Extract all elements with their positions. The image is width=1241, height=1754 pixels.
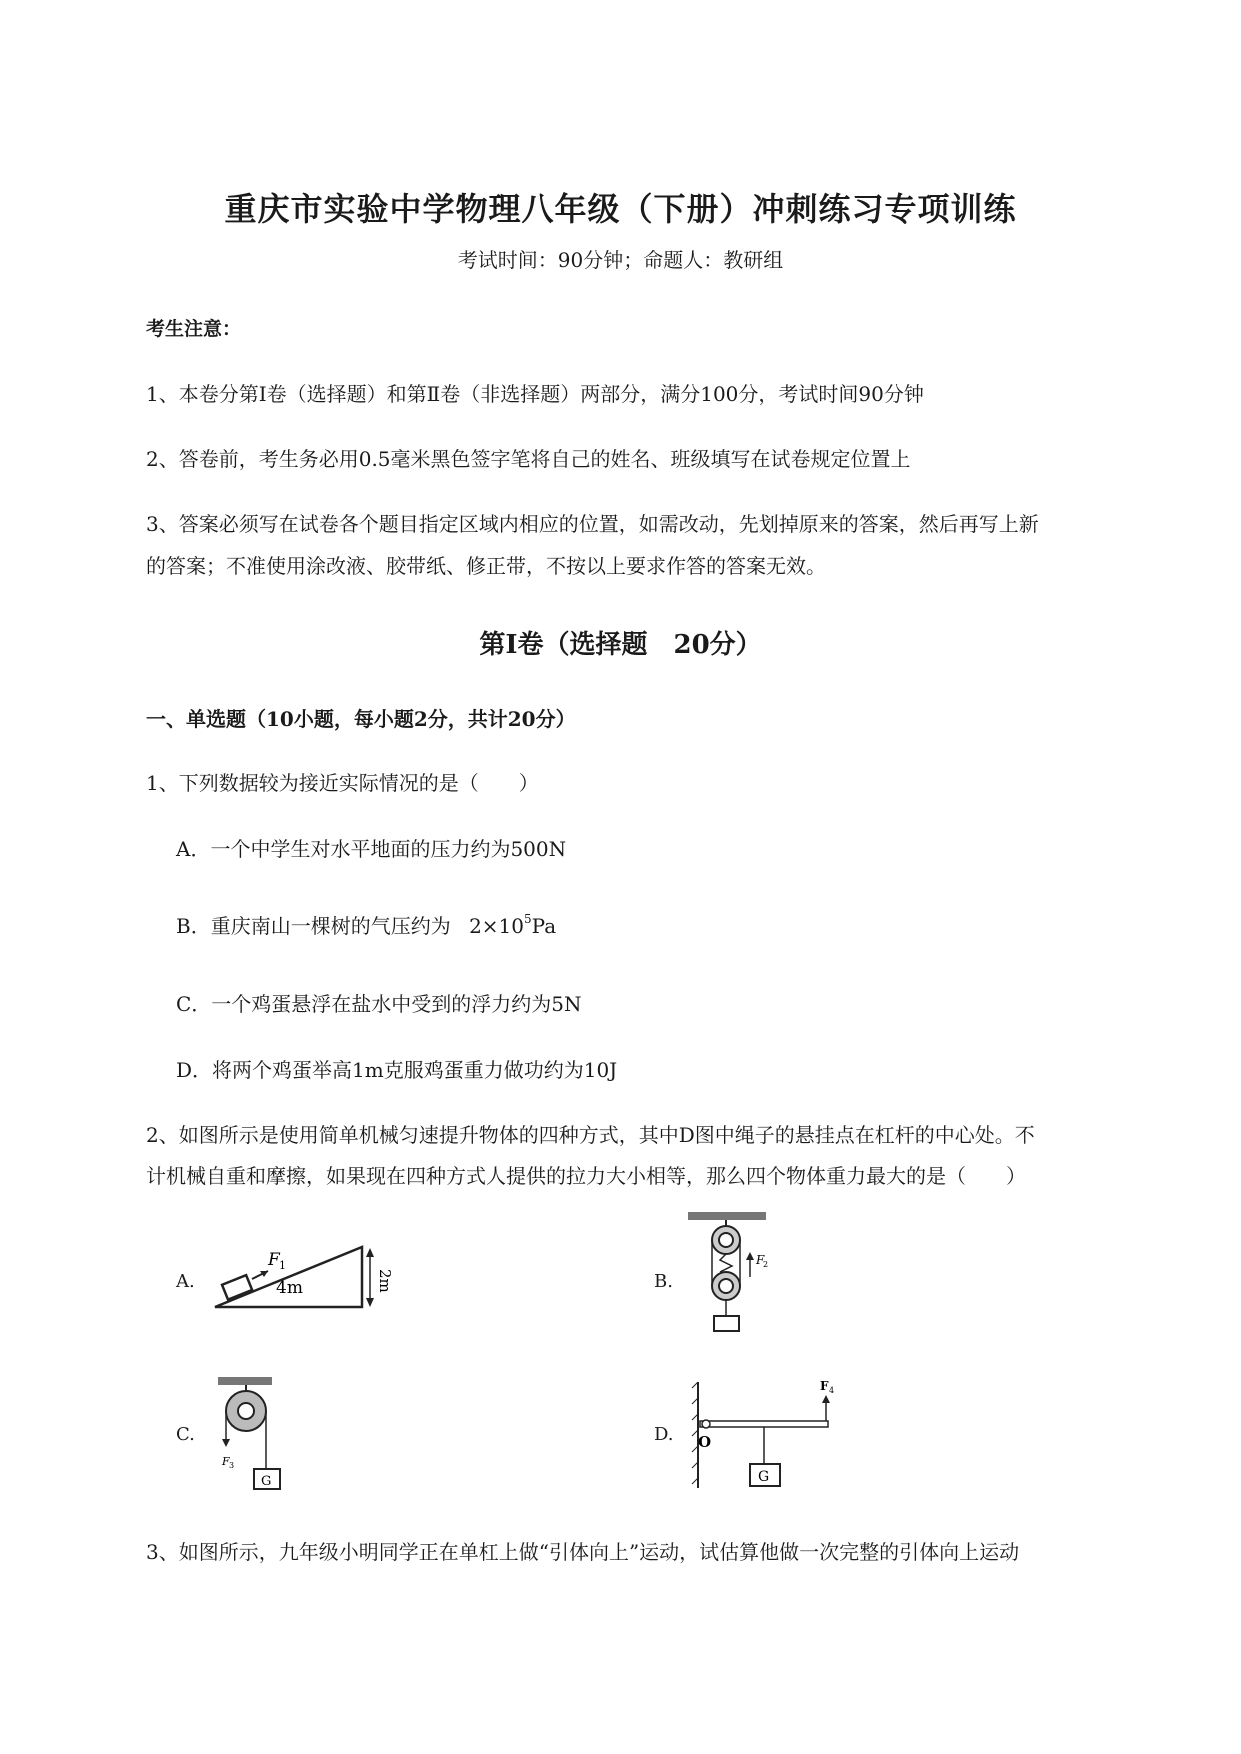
q1-option-b-formula: [469, 914, 556, 938]
figure-c-force: F: [222, 1455, 230, 1468]
q1-option-b-text: B．重庆南山一棵树的气压约为: [176, 914, 451, 938]
q3-stem-line1: 3、如图所示，九年级小明同学正在单杠上做“引体向上”运动，试估算他做一次完整的引体向上运动: [146, 1540, 1020, 1564]
section-title: 第Ⅰ卷（选择题 20分）: [479, 630, 762, 660]
page-title: 重庆市实验中学物理八年级（下册）冲刺练习专项训练: [224, 190, 1017, 228]
figure-d-force-sub: 4: [829, 1386, 835, 1395]
exam-info: 考试时间：90分钟；命题人：教研组: [457, 248, 784, 272]
figure-a-height: 2m: [376, 1269, 394, 1293]
q1-stem: 1、下列数据较为接近实际情况的是（ ）: [146, 771, 539, 795]
notice-item-1: 1、本卷分第Ⅰ卷（选择题）和第Ⅱ卷（非选择题）两部分，满分100分，考试时间90分钟: [146, 382, 924, 406]
figure-d-lever: [690, 1378, 850, 1493]
figure-c-force-sub: 3: [229, 1461, 235, 1470]
figure-b-force-sub: 2: [763, 1260, 769, 1269]
q1-option-b: [176, 910, 556, 939]
q1-option-c: C．一个鸡蛋悬浮在盐水中受到的浮力约为5N: [176, 992, 582, 1016]
figure-d-pivot: O: [698, 1433, 712, 1451]
figure-b-label: B.: [654, 1271, 673, 1292]
q1-option-a: A．一个中学生对水平地面的压力约为500N: [176, 837, 567, 861]
q1-option-d: D．将两个鸡蛋举高1m克服鸡蛋重力做功约为10J: [176, 1058, 618, 1082]
figure-c-weight: G: [261, 1474, 272, 1489]
figure-a-force-sub: 1: [279, 1259, 286, 1272]
figure-c-label: C.: [176, 1424, 195, 1445]
figure-c-fixed-pulley: [212, 1377, 292, 1492]
figure-d-weight: G: [758, 1469, 770, 1485]
notice-item-2: 2、答卷前，考生务必用0.5毫米黑色签字笔将自己的姓名、班级填写在试卷规定位置上: [146, 447, 911, 471]
q2-stem-line2: 计机械自重和摩擦，如果现在四种方式人提供的拉力大小相等，那么四个物体重力最大的是（ ）: [146, 1164, 1026, 1188]
figure-a-length: 4m: [276, 1278, 303, 1298]
figure-b-force: F: [756, 1253, 765, 1267]
formula-exponent: 5: [524, 912, 532, 926]
formula-unit: Pa: [531, 914, 557, 938]
figure-d-label: D.: [654, 1424, 674, 1445]
figure-d-force: F: [820, 1379, 829, 1393]
figure-a-label: A.: [176, 1271, 195, 1292]
figure-b-pulley-block: [688, 1212, 768, 1337]
figure-a-incline: [210, 1235, 394, 1315]
notice-item-3: 3、答案必须写在试卷各个题目指定区域内相应的位置，如需改动，先划掉原来的答案，然后再写上新: [146, 512, 1039, 536]
figure-a-force: F: [268, 1250, 280, 1270]
q2-stem-line1: 2、如图所示是使用简单机械匀速提升物体的四种方式，其中D图中绳子的悬挂点在杠杆的中心处。不: [146, 1123, 1035, 1147]
part-title: 一、单选题（10小题，每小题2分，共计20分）: [146, 707, 576, 731]
formula-base: 2×10: [469, 914, 524, 938]
notice-item-3-cont: 的答案；不准使用涂改液、胶带纸、修正带，不按以上要求作答的答案无效。: [146, 554, 826, 578]
notice-label: 考生注意：: [146, 318, 242, 340]
